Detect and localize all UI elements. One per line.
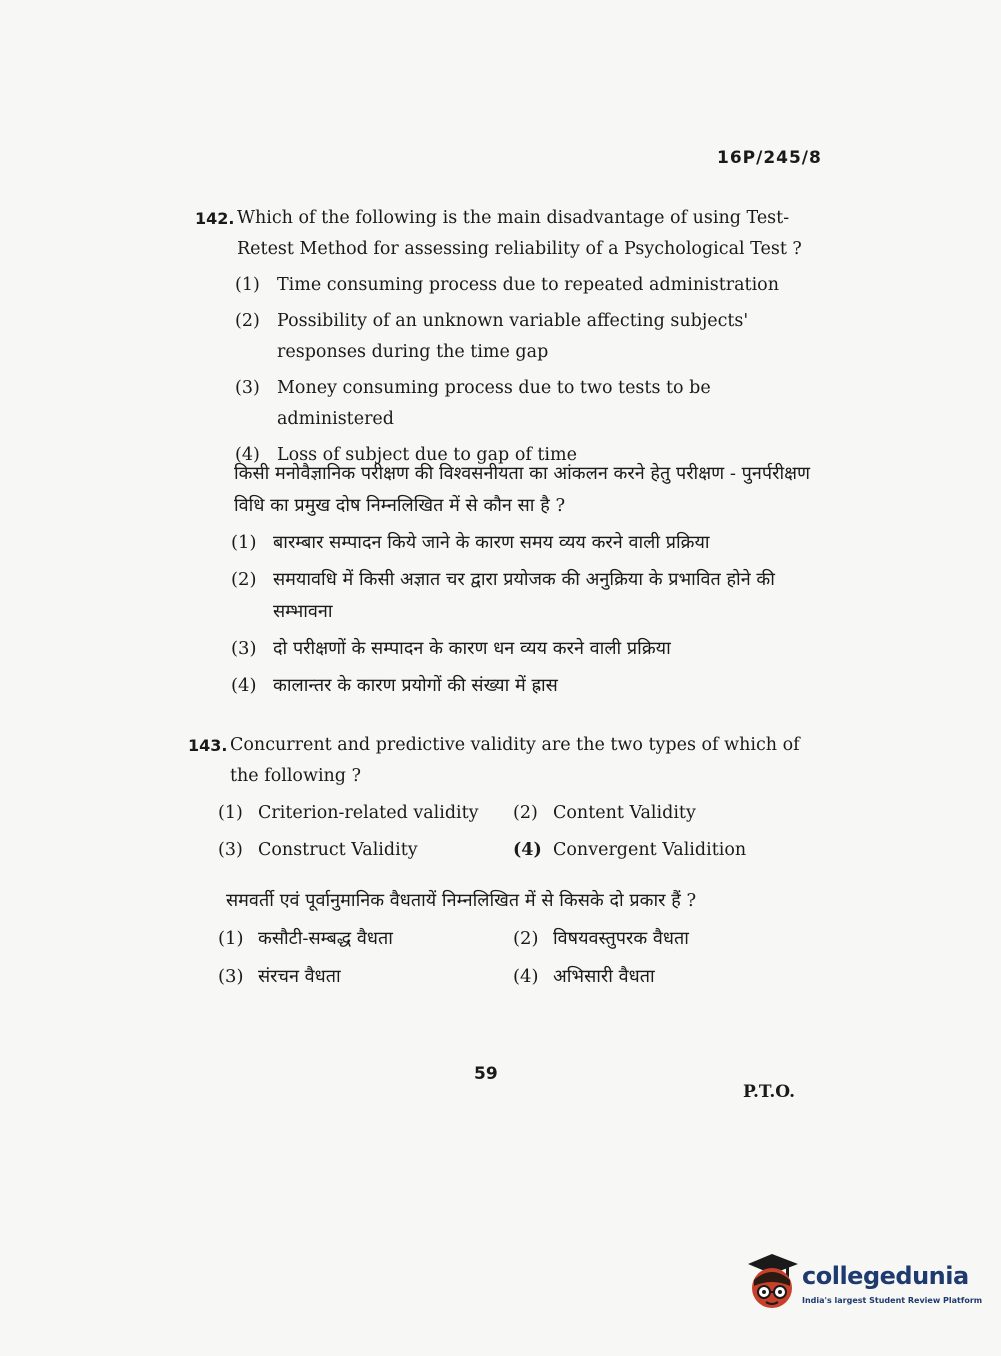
pto-label: P.T.O. [743, 1082, 795, 1102]
option-text: दो परीक्षणों के सम्पादन के कारण धन व्यय करने वाली प्रक्रिया [273, 638, 671, 659]
option-2 [196, 564, 826, 628]
option-1 [196, 527, 826, 559]
option-3 [195, 373, 825, 435]
option-text: बारम्बार सम्पादन किये जाने के कारण समय व्यय करने वाली प्रक्रिया [273, 532, 710, 553]
paper-code: 16P/245/8 [717, 148, 822, 168]
option-3 [218, 835, 483, 866]
option-label: (3) [235, 378, 260, 398]
option-3 [218, 961, 483, 993]
brand-tagline: India's largest Student Review Platform [802, 1296, 983, 1305]
option-text: Content Validity [553, 803, 696, 823]
option-label: (2) [513, 803, 538, 823]
question-143-english [188, 730, 818, 872]
option-2 [513, 798, 783, 829]
option-label: (2) [513, 928, 539, 949]
option-text: Loss of subject due to gap of time [277, 445, 577, 465]
option-label: (1) [231, 532, 257, 553]
option-text: कसौटी-सम्बद्ध वैधता [258, 928, 393, 949]
option-1 [218, 923, 483, 955]
mascot-icon [742, 1250, 800, 1316]
option-label: (2) [231, 569, 257, 590]
question-143-hindi [188, 885, 818, 999]
option-label: (4) [231, 675, 257, 696]
option-label: (3) [231, 638, 257, 659]
collegedunia-watermark [742, 1250, 983, 1318]
option-text: समयावधि में किसी अज्ञात चर द्वारा प्रयोजक की अनुक्रिया के प्रभावित होने की सम्भावना [273, 569, 775, 622]
option-4 [196, 670, 826, 702]
question-stem: Concurrent and predictive validity are the two types of which of the following ? [230, 735, 800, 786]
question-stem: समवर्ती एवं पूर्वानुमानिक वैधतायें निम्नलिखित में से किसके दो प्रकार हैं ? [226, 890, 697, 911]
question-142-hindi [196, 458, 826, 702]
option-text: Time consuming process due to repeated administration [277, 275, 779, 295]
option-text: Construct Validity [258, 840, 418, 860]
option-2 [195, 306, 825, 368]
option-text: Possibility of an unknown variable affecting subjects' responses during the time gap [277, 311, 749, 362]
option-label: (1) [235, 275, 260, 295]
question-number: 143. [188, 736, 228, 755]
option-1 [218, 798, 483, 829]
option-text: संरचन वैधता [258, 966, 341, 987]
option-label: (3) [218, 966, 244, 987]
question-stem: Which of the following is the main disadvantage of using Test-Retest Method for assessing reliability of a Psychological Test ? [237, 208, 802, 259]
option-text: अभिसारी वैधता [553, 966, 655, 987]
option-label: (4) [513, 966, 539, 987]
question-stem: किसी मनोवैज्ञानिक परीक्षण की विश्वसनीयता का आंकलन करने हेतु परीक्षण - पुनर्परीक्षण विधि का प्रमुख दोष निम्नलिखित में से कौन सा है ? [234, 463, 811, 516]
option-label: (3) [218, 840, 243, 860]
option-label: (2) [235, 311, 260, 331]
option-label: (1) [218, 803, 243, 823]
page-number: 59 [474, 1064, 498, 1084]
option-text: Money consuming process due to two tests to be administered [277, 378, 711, 429]
option-4 [513, 835, 783, 866]
option-1 [195, 270, 825, 301]
brand-name: collegedunia [802, 1262, 969, 1290]
option-2 [513, 923, 783, 955]
option-text: कालान्तर के कारण प्रयोगों की संख्या में ह्रास [273, 675, 558, 696]
option-4 [513, 961, 783, 993]
option-label: (4) [235, 445, 260, 465]
option-label: (1) [218, 928, 244, 949]
option-text: विषयवस्तुपरक वैधता [553, 928, 689, 949]
option-label: (4) [513, 840, 542, 860]
option-text: Criterion-related validity [258, 803, 479, 823]
question-number: 142. [195, 209, 235, 228]
option-text: Convergent Validition [553, 840, 747, 860]
option-3 [196, 633, 826, 665]
question-142-english [195, 203, 825, 471]
